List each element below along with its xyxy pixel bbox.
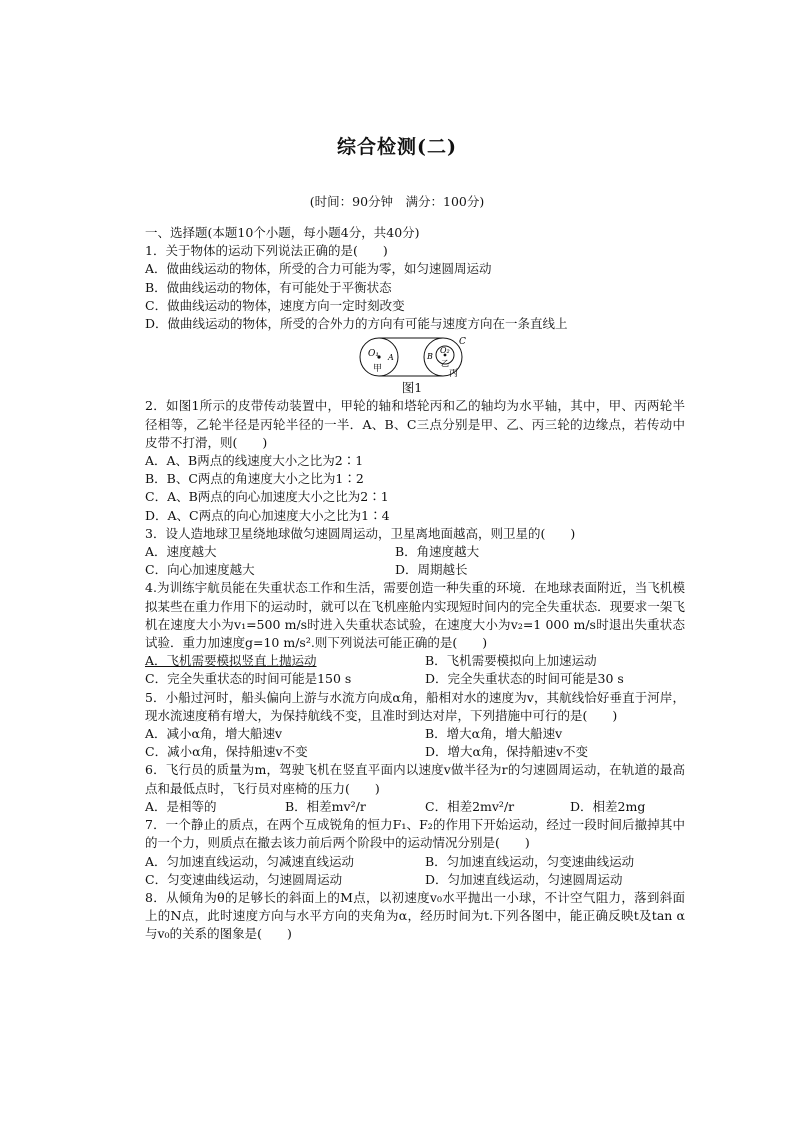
question-stem: 4.为训练宇航员能在失重状态工作和生活，需要创造一种失重的环境．在地球表面附近，当飞机模拟某些在重力作用下的运动时，就可以在飞机座舱内实现短时间内的完全失重状态．现要求一架飞机在速度大小为v₁=500 m/s时进入失重状态试验，在速度大小为v₂=1 000 m/s时退出失重状态试验．重力加速度g=10 m/s².则下列说法可能正确的是( )	[145, 580, 685, 651]
option-b: B．相差mv²/r	[285, 798, 366, 814]
question-stem: 6．飞行员的质量为m，驾驶飞机在竖直平面内以速度v做半径为r的匀速圆周运动，在轨道的最高点和最低点时，飞行员对座椅的压力( )	[145, 762, 685, 796]
question-stem: 3．设人造地球卫星绕地球做匀速圆周运动，卫星离地面越高，则卫星的( )	[145, 525, 576, 541]
page-title: 综合检测(二)	[337, 136, 457, 158]
question-4	[145, 579, 685, 688]
options-row-2	[145, 561, 685, 579]
option-b: B．做曲线运动的物体，有可能处于平衡状态	[145, 279, 392, 295]
question-8	[145, 889, 685, 944]
options-row-1	[145, 543, 685, 561]
belt-drive-figure	[145, 335, 685, 379]
label-b: B	[427, 352, 433, 362]
question-list	[145, 224, 685, 944]
exam-meta: (时间：90分钟 满分：100分)	[309, 194, 485, 209]
option-c: C．相差2mv²/r	[425, 798, 515, 814]
option-b: B．匀加速直线运动，匀变速曲线运动	[425, 853, 635, 869]
section-heading: 一、选择题(本题10个小题，每小题4分，共40分)	[145, 225, 420, 240]
label-c: C	[459, 337, 466, 348]
option-b: B．飞机需要模拟向上加速运动	[425, 653, 597, 669]
question-stem: 2．如图1所示的皮带传动装置中，甲轮的轴和塔轮丙和乙的轴均为水平轴，其中，甲、丙两轮半径相等，乙轮半径是丙轮半径的一半．A、B、C三点分别是甲、乙、丙三轮的边缘点，若传动中皮带不打滑，则( )	[145, 398, 685, 450]
label-o2: O₂	[440, 346, 450, 356]
option-c: C．减小α角，保持船速v不变	[145, 744, 308, 760]
option-a: A．减小α角，增大船速v	[145, 726, 283, 742]
option-d: D．周期越长	[395, 562, 468, 578]
options-row	[145, 798, 685, 816]
question-stem: 5．小船过河时，船头偏向上游与水流方向成α角，船相对水的速度为v，其航线恰好垂直于河岸，现水流速度稍有增大，为保持航线不变，且准时到达对岸，下列措施中可行的是( )	[145, 689, 685, 723]
label-o1: O₁	[368, 349, 379, 360]
question-stem: 1．关于物体的运动下列说法正确的是( )	[145, 243, 388, 259]
option-d: D．相差2mg	[570, 798, 646, 814]
label-bing: 丙	[449, 369, 459, 380]
label-yi: 乙	[441, 359, 449, 369]
option-a: A．飞机需要模拟竖直上抛运动	[145, 653, 317, 669]
option-a: A．是相等的	[145, 798, 217, 814]
option-c: C．向心加速度越大	[145, 562, 255, 578]
options-row-2	[145, 670, 685, 688]
option-c: C．完全失重状态的时间可能是150 s	[145, 671, 352, 687]
option-a: A．速度越大	[145, 544, 217, 560]
option-c: C．A、B两点的向心加速度大小之比为2∶1	[145, 489, 389, 505]
question-3	[145, 525, 685, 580]
label-jia: 甲	[373, 364, 383, 375]
option-a: A．做曲线运动的物体，所受的合力可能为零，如匀速圆周运动	[145, 261, 492, 277]
question-1	[145, 242, 685, 333]
question-2	[145, 397, 685, 524]
options-row-2	[145, 743, 685, 761]
options-row-2	[145, 871, 685, 889]
option-d: D．做曲线运动的物体，所受的合外力的方向有可能与速度方向在一条直线上	[145, 316, 568, 332]
option-d: D．A、C两点的向心加速度大小之比为1∶4	[145, 507, 390, 523]
option-d: D．完全失重状态的时间可能是30 s	[425, 671, 624, 687]
option-a: A．匀加速直线运动，匀减速直线运动	[145, 853, 355, 869]
option-b: B．B、C两点的角速度大小之比为1∶2	[145, 471, 364, 487]
option-c: C．做曲线运动的物体，速度方向一定时刻改变	[145, 297, 405, 313]
options-row-1	[145, 725, 685, 743]
belt-drive-diagram	[355, 335, 475, 379]
option-a: A．A、B两点的线速度大小之比为2∶1	[145, 453, 364, 469]
option-b: B．角速度越大	[395, 544, 480, 560]
options-row-1	[145, 652, 685, 670]
option-c: C．匀变速曲线运动，匀速圆周运动	[145, 871, 343, 887]
option-d: D．增大α角，保持船速v不变	[425, 744, 589, 760]
label-a: A	[388, 353, 394, 363]
question-stem: 8．从倾角为θ的足够长的斜面上的M点，以初速度v₀水平抛出一小球，不计空气阻力，落到斜面上的N点，此时速度方向与水平方向的夹角为α，经历时间为t.下列各图中，能正确反映t及tan α与v₀的关系的图象是( )	[145, 889, 685, 942]
question-stem: 7．一个静止的质点，在两个互成锐角的恒力F₁、F₂的作用下开始运动，经过一段时间后撤掉其中的一个力，则质点在撤去该力前后两个阶段中的运动情况分别是( )	[145, 817, 685, 851]
question-5	[145, 689, 685, 762]
option-b: B．增大α角，增大船速v	[425, 726, 563, 742]
question-7	[145, 816, 685, 889]
option-d: D．匀加速直线运动，匀速圆周运动	[425, 871, 623, 887]
question-6	[145, 761, 685, 816]
figure-caption: 图1	[401, 380, 423, 396]
options-row-1	[145, 853, 685, 871]
